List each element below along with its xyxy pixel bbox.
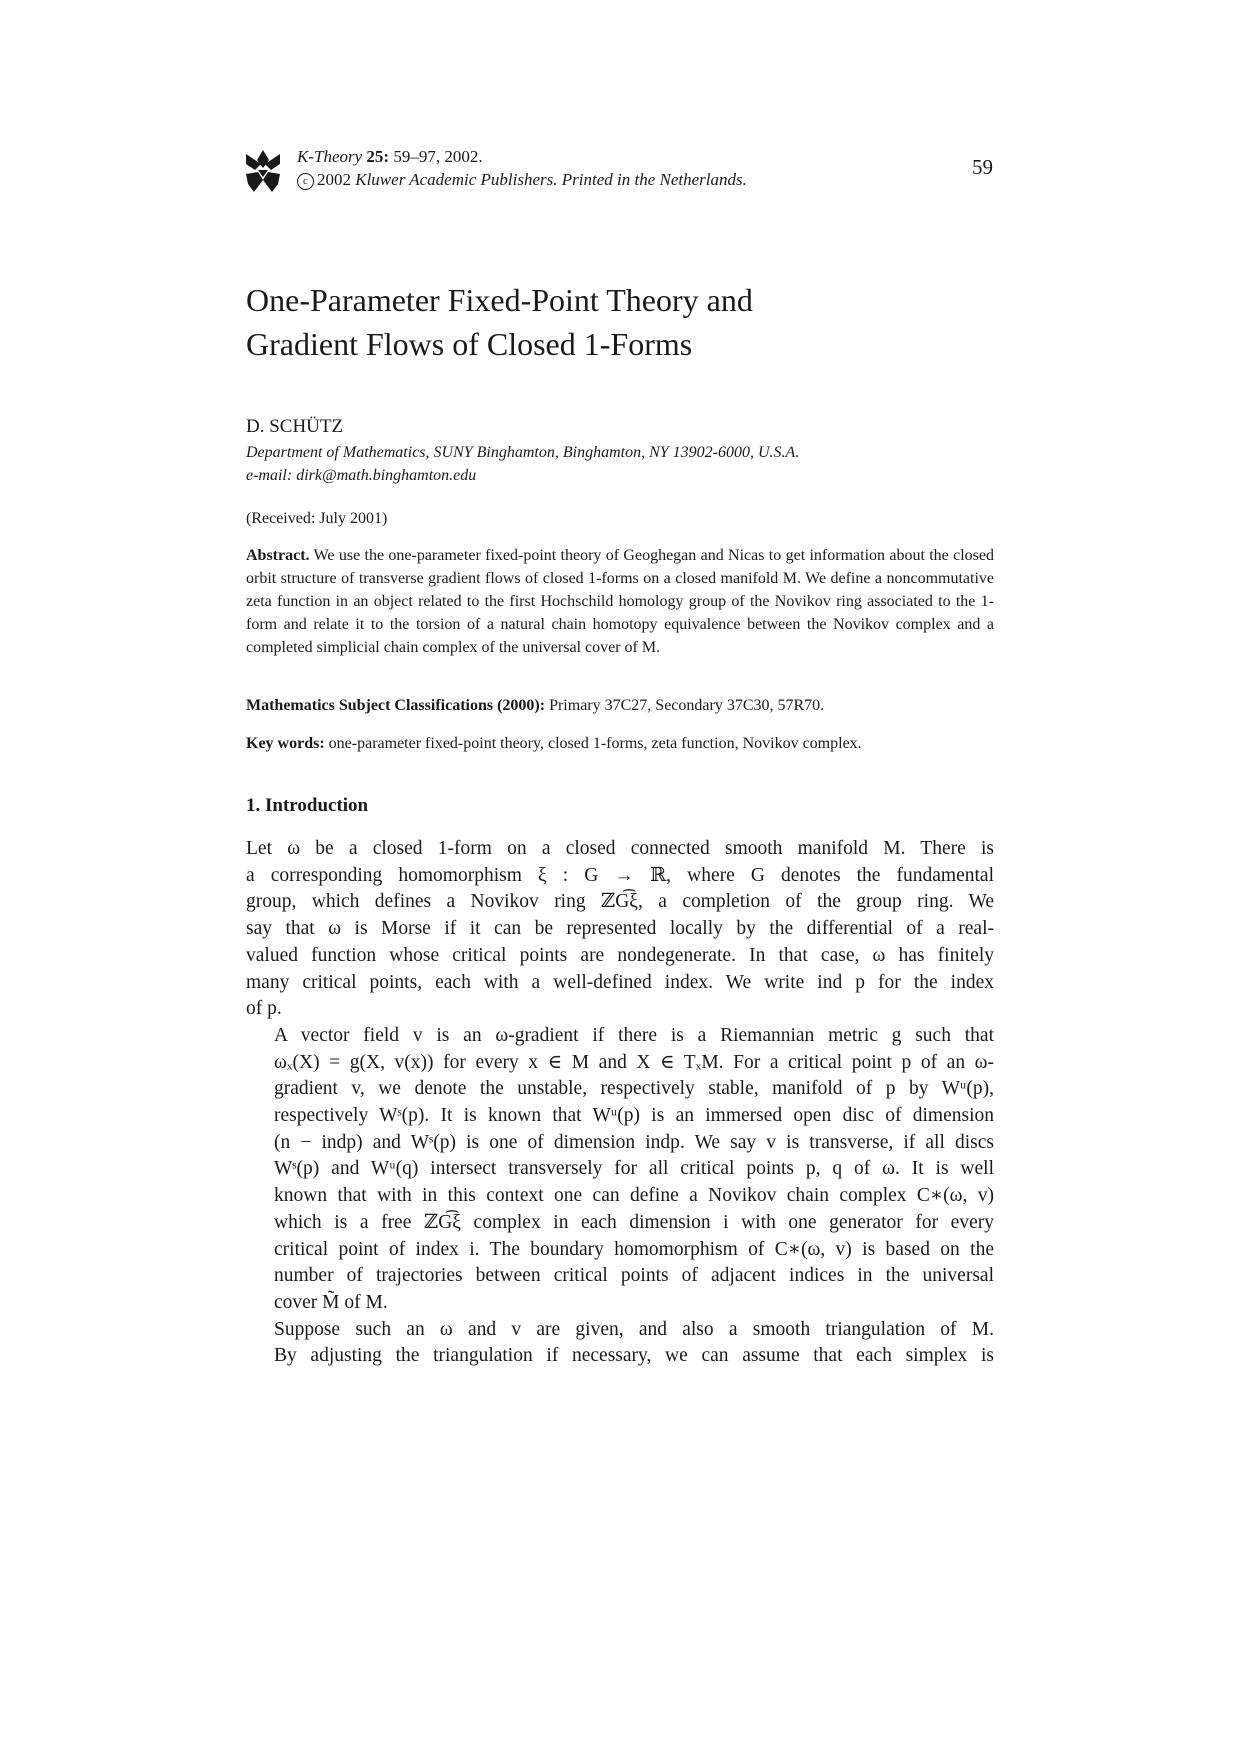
- text-line: (n − indp) and Wˢ(p) is one of dimension indp. We say v is transverse, if all discs: [274, 1131, 994, 1153]
- text-line: known that with in this context one can define a Novikov chain complex C∗(ω, v): [274, 1185, 994, 1207]
- copyright-symbol: c: [297, 173, 314, 190]
- author-affiliation: Department of Mathematics, SUNY Binghamton, Binghamton, NY 13902-6000, U.S.A.: [246, 444, 800, 461]
- paragraph-2: [246, 1023, 994, 1317]
- author-email: e-mail: dirk@math.binghamton.edu: [246, 467, 477, 484]
- subject-classifications: [246, 697, 824, 715]
- msc-label: Mathematics Subject Classifications (2000):: [246, 697, 546, 714]
- keywords-label: Key words:: [246, 735, 325, 752]
- text-line: By adjusting the triangulation if necessary, we can assume that each simplex is: [274, 1345, 994, 1367]
- author-name: D. SCHÜTZ: [246, 416, 344, 437]
- keywords-text: one-parameter fixed-point theory, closed 1-forms, zeta function, Novikov complex.: [328, 735, 862, 752]
- paragraph-3: [246, 1317, 994, 1370]
- text-line: respectively Wˢ(p). It is known that Wᵘ(p) is an immersed open disc of dimension: [274, 1105, 994, 1127]
- text-line: of p.: [246, 998, 282, 1020]
- msc-text: Primary 37C27, Secondary 37C30, 57R70.: [549, 697, 825, 714]
- abstract-label: Abstract.: [246, 547, 310, 564]
- text-line: A vector field v is an ω-gradient if there is a Riemannian metric g such that: [274, 1024, 994, 1046]
- journal-citation: [297, 145, 747, 168]
- kluwer-logo-icon: [246, 150, 280, 192]
- text-line: number of trajectories between critical points of adjacent indices in the universal: [274, 1265, 994, 1287]
- text-line: Wˢ(p) and Wᵘ(q) intersect transversely for all critical points p, q of ω. It is well: [274, 1158, 994, 1180]
- text-line: Suppose such an ω and v are given, and also a smooth triangulation of M.: [274, 1318, 994, 1340]
- copyright-line: [297, 168, 747, 191]
- journal-volume: 25:: [366, 147, 390, 166]
- text-line: say that ω is Morse if it can be represented locally by the differential of a real-: [246, 918, 994, 940]
- body-text: [246, 836, 994, 1370]
- journal-name: K-Theory: [297, 147, 363, 166]
- page-number: 59: [972, 155, 993, 179]
- journal-pages: 59–97, 2002.: [393, 147, 483, 166]
- title-line-1: One-Parameter Fixed-Point Theory and: [246, 282, 753, 318]
- text-line: ωₓ(X) = g(X, v(x)) for every x ∈ M and X ∈ TₓM. For a critical point p of an ω-: [274, 1051, 994, 1073]
- text-line: many critical points, each with a well-defined index. We write ind p for the index: [246, 971, 994, 993]
- printed-location: Printed in the Netherlands.: [561, 170, 747, 189]
- journal-header: [297, 145, 747, 191]
- abstract: [246, 544, 994, 659]
- text-line: critical point of index i. The boundary homomorphism of C∗(ω, v) is based on the: [274, 1238, 994, 1260]
- section-heading: 1. Introduction: [246, 795, 369, 816]
- title-line-2: Gradient Flows of Closed 1-Forms: [246, 326, 693, 362]
- text-line: cover M̃ of M.: [274, 1291, 388, 1313]
- text-line: Let ω be a closed 1-form on a closed connected smooth manifold M. There is: [246, 838, 994, 859]
- author-affiliation-block: [246, 441, 799, 487]
- received-date: (Received: July 2001): [246, 510, 388, 527]
- paragraph-1: [246, 836, 994, 1023]
- text-line: group, which defines a Novikov ring ℤG͡ξ, a completion of the group ring. We: [246, 891, 994, 913]
- keywords: [246, 735, 862, 753]
- copyright-year: 2002: [317, 170, 351, 189]
- text-line: a corresponding homomorphism ξ : G → ℝ, where G denotes the fundamental: [246, 864, 994, 886]
- text-line: gradient v, we denote the unstable, respectively stable, manifold of p by Wᵘ(p),: [274, 1078, 994, 1100]
- text-line: valued function whose critical points are nondegenerate. In that case, ω has finitely: [246, 944, 994, 966]
- text-line: which is a free ℤG͡ξ complex in each dimension i with one generator for every: [274, 1211, 994, 1233]
- abstract-text: We use the one-parameter fixed-point theory of Geoghegan and Nicas to get information about the closed orbit structure of transverse gradient flows of closed 1-forms on a closed manifold M. We define a noncommutative zeta function in an object related to the first Hochschild homology group of the Novikov ring associated to the 1-form and relate it to the torsion of a natural chain homotopy equivalence between the Novikov complex and a completed simplicial chain complex of the universal cover of M.: [246, 547, 994, 656]
- paper-title: [246, 278, 753, 366]
- publisher: Kluwer Academic Publishers.: [355, 170, 558, 189]
